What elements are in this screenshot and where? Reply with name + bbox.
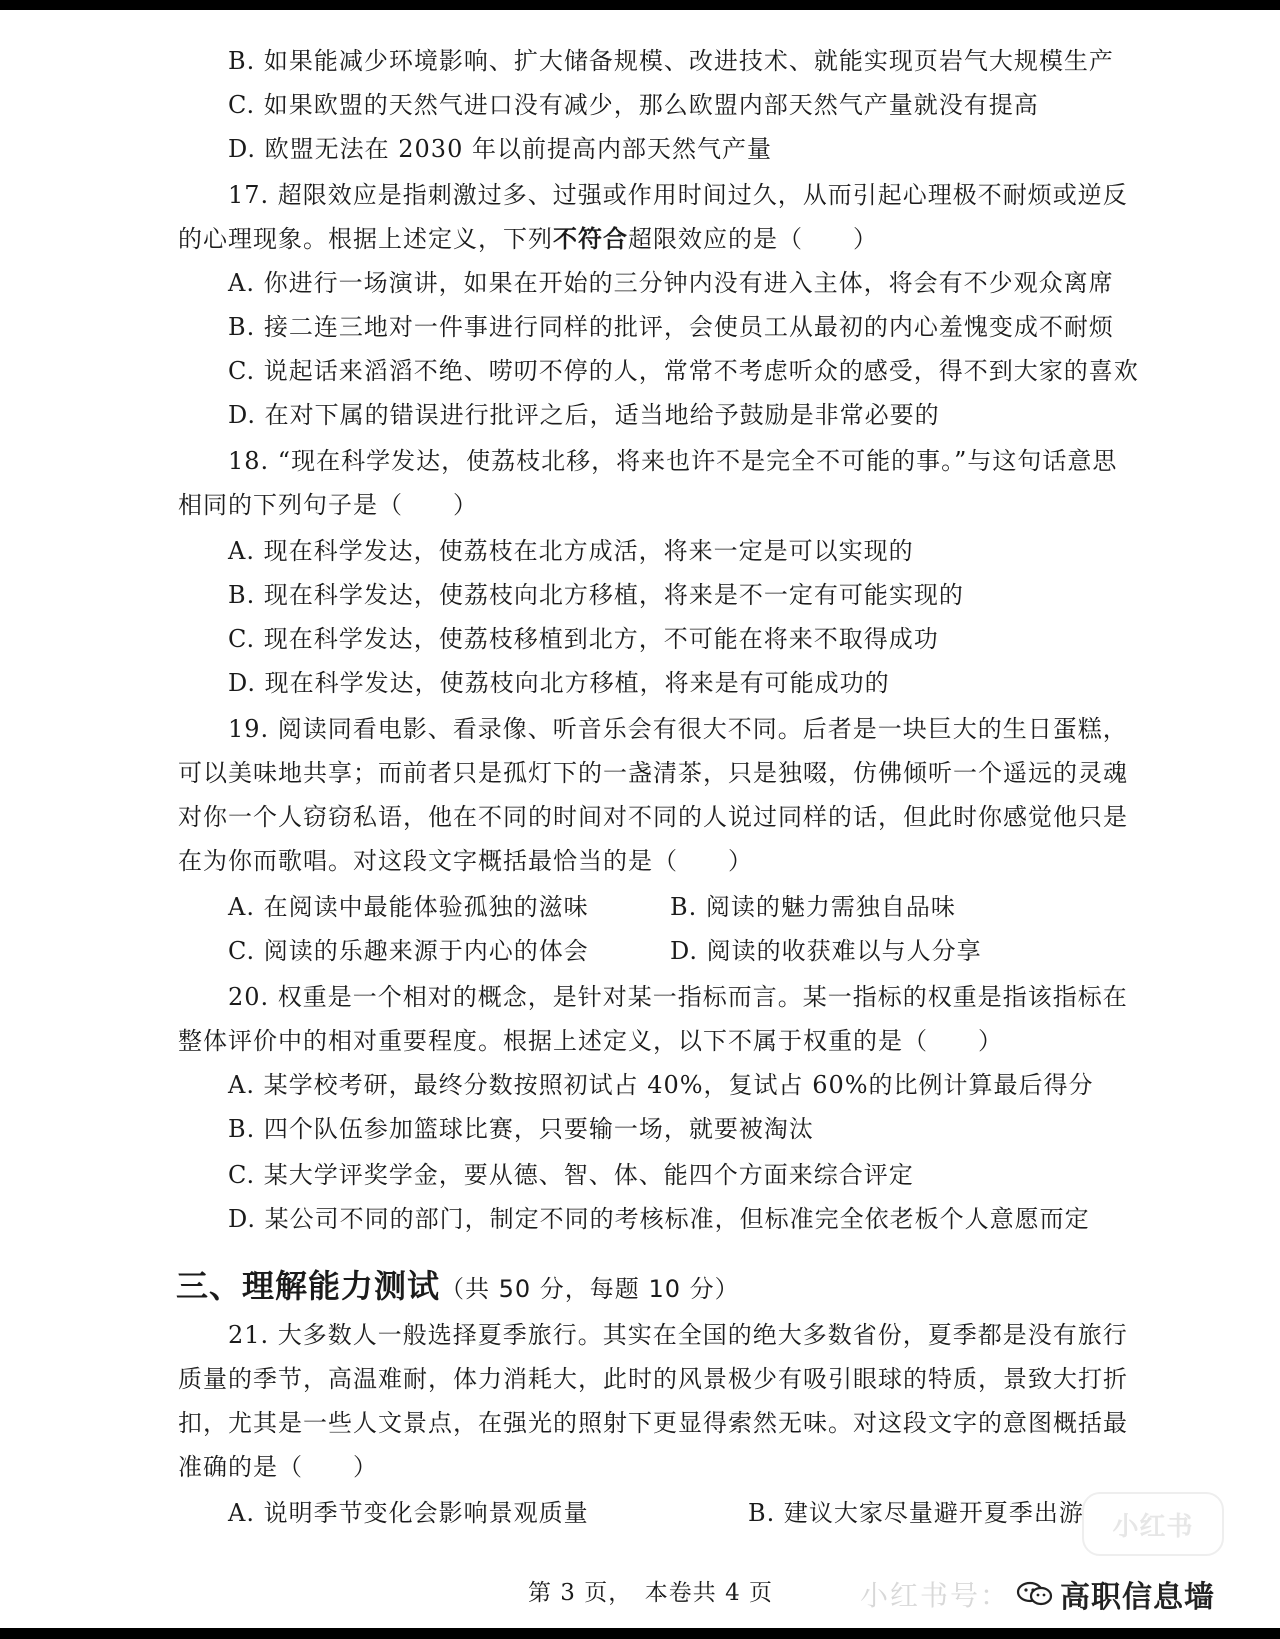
q19-stem-line-2: 可以美味地共享；而前者只是孤灯下的一盏清茶，只是独啜，仿佛倾听一个遥远的灵魂 [178, 759, 1128, 787]
q18-option-a: A. 现在科学发达，使荔枝在北方成活，将来一定是可以实现的 [228, 537, 914, 565]
q21-option-b: B. 建议大家尽量避开夏季出游 [748, 1499, 1084, 1527]
q21-stem-line-4: 准确的是（ ） [178, 1453, 378, 1481]
q21-stem-line-2: 质量的季节，高温难耐，体力消耗大，此时的风景极少有吸引眼球的特质，景致大打折 [178, 1365, 1128, 1393]
q20-stem-line-1: 20. 权重是一个相对的概念，是针对某一指标而言。某一指标的权重是指该指标在 [228, 983, 1128, 1011]
q16-option-b: B. 如果能减少环境影响、扩大储备规模、改进技术、就能实现页岩气大规模生产 [228, 47, 1114, 75]
top-border [0, 0, 1280, 10]
q17-emphasis: 不符合 [553, 224, 628, 253]
q21-stem-line-1: 21. 大多数人一般选择夏季旅行。其实在全国的绝大多数省份，夏季都是没有旅行 [228, 1321, 1128, 1349]
q19-stem-line-3: 对你一个人窃窃私语，他在不同的时间对不同的人说过同样的话，但此时你感觉他只是 [178, 803, 1128, 831]
q18-option-c: C. 现在科学发达，使荔枝移植到北方，不可能在将来不取得成功 [228, 625, 939, 653]
watermark [860, 1572, 1215, 1616]
q17-option-d: D. 在对下属的错误进行批评之后，适当地给予鼓励是非常必要的 [228, 401, 940, 429]
q20-option-b: B. 四个队伍参加篮球比赛，只要输一场，就要被淘汰 [228, 1115, 814, 1143]
q18-stem-line-2: 相同的下列句子是（ ） [178, 491, 478, 519]
watermark-account: 高职信息墙 [1060, 1580, 1216, 1615]
q18-option-d: D. 现在科学发达，使荔枝向北方移植，将来是有可能成功的 [228, 669, 890, 697]
q19-stem-line-4: 在为你而歌唱。对这段文字概括最恰当的是（ ） [178, 847, 753, 875]
wechat-icon [1016, 1581, 1054, 1607]
q19-stem-line-1: 19. 阅读同看电影、看录像、听音乐会有很大不同。后者是一块巨大的生日蛋糕， [228, 715, 1128, 743]
q17-stem-text: 的心理现象。根据上述定义，下列 [178, 225, 553, 253]
page-footer: 第 3 页， 本卷共 4 页 [528, 1580, 774, 1606]
q19-option-a: A. 在阅读中最能体验孤独的滋味 [228, 893, 589, 921]
q18-option-b: B. 现在科学发达，使荔枝向北方移植，将来是不一定有可能实现的 [228, 581, 964, 609]
q20-option-a: A. 某学校考研，最终分数按照初试占 40%，复试占 60%的比例计算最后得分 [228, 1071, 1094, 1099]
q19-option-d: D. 阅读的收获难以与人分享 [670, 937, 982, 965]
section-3-score: （共 50 分，每题 10 分） [440, 1275, 740, 1303]
q19-option-b: B. 阅读的魅力需独自品味 [670, 893, 956, 921]
watermark-badge: 小红书 [1082, 1492, 1224, 1556]
q17-stem-tail: 超限效应的是（ ） [628, 225, 878, 253]
bottom-border [0, 1628, 1280, 1639]
q19-option-c: C. 阅读的乐趣来源于内心的体会 [228, 937, 589, 965]
q16-option-d: D. 欧盟无法在 2030 年以前提高内部天然气产量 [228, 135, 772, 163]
section-3-heading [176, 1266, 740, 1309]
q18-stem-line-1: 18. “现在科学发达，使荔枝北移，将来也许不是完全不可能的事。”与这句话意思 [228, 447, 1118, 475]
q20-option-c: C. 某大学评奖学金，要从德、智、体、能四个方面来综合评定 [228, 1161, 914, 1189]
q17-option-a: A. 你进行一场演讲，如果在开始的三分钟内没有进入主体，将会有不少观众离席 [228, 269, 1114, 297]
q20-option-d: D. 某公司不同的部门，制定不同的考核标准，但标准完全依老板个人意愿而定 [228, 1205, 1090, 1233]
q21-stem-line-3: 扣，尤其是一些人文景点，在强光的照射下更显得索然无味。对这段文字的意图概括最 [178, 1409, 1128, 1437]
q17-stem-line-1: 17. 超限效应是指刺激过多、过强或作用时间过久，从而引起心理极不耐烦或逆反 [228, 181, 1128, 209]
q17-option-c: C. 说起话来滔滔不绝、唠叨不停的人，常常不考虑听众的感受，得不到大家的喜欢 [228, 357, 1139, 385]
q21-option-a: A. 说明季节变化会影响景观质量 [228, 1499, 589, 1527]
q20-stem-line-2: 整体评价中的相对重要程度。根据上述定义，以下不属于权重的是（ ） [178, 1027, 1003, 1055]
q17-option-b: B. 接二连三地对一件事进行同样的批评，会使员工从最初的内心羞愧变成不耐烦 [228, 313, 1114, 341]
watermark-label: 小红书号： [860, 1579, 1011, 1612]
section-3-title: 三、理解能力测试 [176, 1267, 441, 1305]
q17-stem-line-2 [178, 222, 878, 256]
q16-option-c: C. 如果欧盟的天然气进口没有减少，那么欧盟内部天然气产量就没有提高 [228, 91, 1039, 119]
